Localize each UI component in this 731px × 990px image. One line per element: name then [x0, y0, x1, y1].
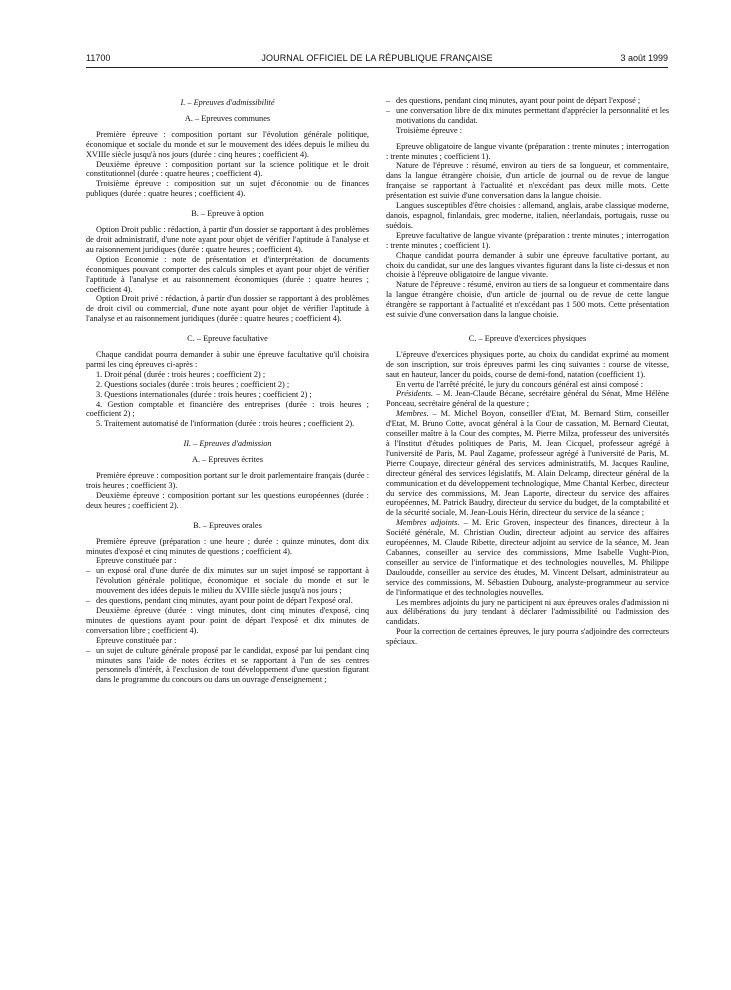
optional-exam-list	[86, 370, 369, 429]
jury-adjoint-members	[386, 518, 669, 597]
left-column	[86, 98, 369, 685]
subsection-heading-epreuves-communes: A. – Epreuves communes	[184, 113, 271, 123]
header-rule	[86, 67, 668, 68]
list-item: 3. Questions internationales (durée : trois heures ; coefficient 2) ;	[96, 389, 312, 399]
paragraph: Chaque candidat pourra demander à subir une épreuve facultative qu'il choisira parmi les cinq épreuves ci-après :	[86, 350, 369, 369]
presidents-text: – M. Jean-Claude Bécane, secrétaire général du Sénat, Mme Hélène Ponceau, secrétaire général de la questure ;	[386, 389, 669, 409]
page-header	[86, 53, 668, 67]
paragraph: Epreuve constituée par :	[96, 556, 177, 566]
paragraph: En vertu de l'arrêté précité, le jury du concours général est ainsi composé :	[396, 379, 644, 389]
subsection-heading-epreuve-facultative: C. – Epreuve facultative	[187, 334, 268, 344]
section-heading-admissibilite: I. – Epreuves d'admissibilité	[180, 98, 275, 107]
paragraph: Première épreuve : composition portant sur le droit parlementaire français (durée : trois heures ; coefficient 3).	[86, 471, 369, 490]
paragraph: Deuxième épreuve : composition portant sur les questions européennes (durée : deux heures ; coefficient 2).	[86, 490, 369, 510]
paragraph: Nature de l'épreuve : résumé, environ au tiers de sa longueur et commentaire dans la langue étrangère choisie, d'un article de journal ou de revue de cette langue étrangère se rapportant à l'actualité et n'excédant pas 1 500 mots. Cette présentation est suivie d'une conversation dans la langue choisie.	[386, 280, 669, 320]
adjoints-text: – M. Eric Groven, inspecteur des finances, directeur à la Société générale, M. Christian Oudin, directeur adjoint au service des affaires européennes, M. Claude Ribette, directeur adjoint au service de la séance, M. Jean Cabannes, conseiller au service des commissions, Mme Isabelle Vught-Pion, conseiller au service de l'informatique et des technologies nouvelles, M. Philippe Dauloudde, conseiller au service des études, M. Vincent Delsart, administrateur au service des commissions, M. Sébastien Dubourg, analyste-programmeur au service de l'informatique et des technologies nouvelles.	[386, 518, 670, 597]
paragraph: Pour la correction de certaines épreuves, le jury pourra s'adjoindre des correcteurs spéciaux.	[386, 627, 669, 647]
paragraph: Troisième épreuve :	[396, 125, 463, 135]
list-item: – une conversation libre de dix minutes permettant d'apprécier la personnalité et les motivations du candidat.	[386, 106, 669, 126]
paragraph: Option Economie : note de présentation et d'interprétation de documents économiques pouvant comporter des calculs simples et ayant pour objet de vérifier l'aptitude à l'analyse et au raisonnement économiques (durée : quatre heures ; coefficient 4).	[86, 254, 369, 294]
paragraph: Langues susceptibles d'être choisies : allemand, anglais, arabe classique moderne, danois, espagnol, finlandais, grec moderne, italien, néerlandais, portugais, russe ou suédois.	[386, 201, 669, 230]
members-text: – M. Michel Boyon, conseiller d'Etat, M. Bernard Stirn, conseiller d'Etat, M. Bruno Cotte, avocat général à la Cour de cassation, M. Bernard Cieutat, conseiller maître à la Cour des comptes, M. Pierre Milza, professeur des universités à l'Institut d'études politiques de Paris, M. Jean Cicquel, professeur agrégé à l'université de Paris, M. Paul Zagame, professeur agrégé à l'université de Paris, M. Pierre Coupaye, directeur général des services administratifs, M. Jacques Rauline, directeur général des services législatifs, M. Alain Delcamp, directeur général de la communication et du développement technologique, Mme Chantal Kerbec, directeur du service des commissions, M. Jean Laporte, directeur du service des affaires européennes, M. Patrick Baudry, directeur du service du budget, de la comptabilité et de la sécurité sociale, M. Jean-Louis Hérin, directeur du service de la séance ;	[386, 409, 669, 518]
page-number: 11700	[86, 53, 111, 63]
oral-exam-list-continued	[386, 96, 669, 126]
paragraph: Epreuve obligatoire de langue vivante (préparation : trente minutes ; interrogation : trente minutes ; coefficient 1).	[386, 141, 669, 161]
adjoints-label: Membres adjoints.	[396, 518, 460, 528]
paragraph: Epreuve facultative de langue vivante (préparation : trente minutes ; interrogation : trente minutes ; coefficient 1).	[386, 230, 669, 250]
paragraph: Les membres adjoints du jury ne participent ni aux épreuves orales d'admission ni aux délibérations du jury tendant à déclarer l'admissibilité ou l'admission des candidats.	[386, 597, 669, 627]
subsection-heading-exercices-physiques: C. – Epreuve d'exercices physiques	[468, 333, 587, 343]
paragraph: Deuxième épreuve (durée : vingt minutes, dont cinq minutes d'exposé, cinq minutes de questions ayant pour point de départ l'exposé et dix minutes de conversation libre ; coefficient 4).	[86, 605, 369, 635]
paragraph: Première épreuve : composition portant sur l'évolution générale politique, économique et sociale du monde et sur le mouvement des idées depuis le milieu du XVIIIe siècle jusqu'à nos jours (durée : cinq heures ; coefficient 4).	[86, 129, 369, 159]
list-item: – un sujet de culture générale proposé par le candidat, exposé par lui pendant cinq minutes sans l'aide de notes écrites et se rapportant à l'un de ses centres personnels d'intérêt, à l'exclusion de tout développement d'une question figurant dans le programme du concours ou dans un ouvrage d'enseignement ;	[86, 646, 369, 686]
journal-title: JOURNAL OFFICIEL DE LA RÉPUBLIQUE FRANÇAISE	[261, 53, 493, 63]
list-item: 5. Traitement automatisé de l'information (durée : trois heures ; coefficient 2).	[96, 419, 355, 429]
oral-exam-list	[86, 566, 369, 606]
subsection-heading-epreuves-ecrites: A. – Epreuves écrites	[192, 455, 263, 465]
list-item: 2. Questions sociales (durée : trois heures ; coefficient 2) ;	[96, 379, 290, 389]
list-item: – un exposé oral d'une durée de dix minutes sur un sujet imposé se rapportant à l'évolution générale politique, économique et sociale du monde et sur le mouvement des idées depuis le milieu du XVIIIe siècle jusqu'à nos jours ;	[86, 566, 369, 596]
presidents-label: Présidents.	[396, 389, 434, 399]
list-item: 4. Gestion comptable et financière des entreprises (durée : trois heures ; coefficient 2) ;	[86, 399, 369, 419]
paragraph: L'épreuve d'exercices physiques porte, au choix du candidat exprimé au moment de son inscription, sur trois épreuves parmi les cinq suivantes : course de vitesse, saut en hauteur, lancer du poids, course de demi-fond, natation (coefficient 1).	[386, 349, 669, 379]
list-item: 1. Droit pénal (durée : trois heures ; coefficient 2) ;	[96, 369, 266, 379]
subsection-heading-epreuve-option: B. – Epreuve à option	[191, 209, 264, 219]
publication-date: 3 août 1999	[620, 53, 668, 63]
paragraph: Nature de l'épreuve : résumé, environ au tiers de sa longueur, et commentaire, dans la langue étrangère choisie, d'un article de journal ou de revue de langue française se rapportant à l'actualité et n'excédant pas deux mille mots. Cette présentation est suivie d'une conversation dans la langue choisie.	[386, 161, 669, 201]
subsection-heading-epreuves-orales: B. – Epreuves orales	[193, 520, 262, 530]
paragraph: Première épreuve (préparation : une heure ; durée : quinze minutes, dont dix minutes d'exposé et cinq minutes de questions ; coefficient 4).	[86, 536, 369, 556]
jury-presidents	[386, 389, 669, 409]
section-heading-admission: II. – Epreuves d'admission	[183, 439, 272, 449]
list-item: – des questions, pendant cinq minutes, ayant pour point de départ l'exposé ;	[386, 96, 669, 106]
oral-exam-list-2	[86, 646, 369, 686]
paragraph: Option Droit privé : rédaction, à partir d'un dossier se rapportant à des problèmes de droit civil ou commercial, d'une note ayant pour objet de vérifier l'aptitude à l'analyse et au raisonnement juridiques (durée : quatre heures ; coefficient 4).	[86, 294, 369, 324]
paragraph: Deuxième épreuve : composition portant sur la science politique et le droit constitutionnel (durée : quatre heures ; coefficient 4).	[86, 159, 369, 179]
paragraph: Option Droit public : rédaction, à partir d'un dossier se rapportant à des problèmes de droit administratif, d'une note ayant pour objet de vérifier l'aptitude à l'analyse et au raisonnement juridiques (durée : quatre heures ; coefficient 4).	[86, 225, 369, 254]
paragraph: Troisième épreuve : composition sur un sujet d'économie ou de finances publiques (durée : quatre heures ; coefficient 4).	[86, 179, 369, 199]
paragraph: Epreuve constituée par :	[96, 635, 177, 645]
members-label: Membres.	[396, 409, 429, 419]
jury-members	[386, 409, 669, 518]
list-item: – des questions, pendant cinq minutes, ayant pour point de départ l'exposé oral.	[86, 596, 369, 606]
paragraph: Chaque candidat pourra demander à subir une épreuve facultative portant, au choix du candidat, sur une des langues vivantes figurant dans la liste ci-dessus et non choisie à l'épreuve obligatoire de langue vivante.	[386, 250, 669, 280]
right-column	[386, 96, 669, 647]
